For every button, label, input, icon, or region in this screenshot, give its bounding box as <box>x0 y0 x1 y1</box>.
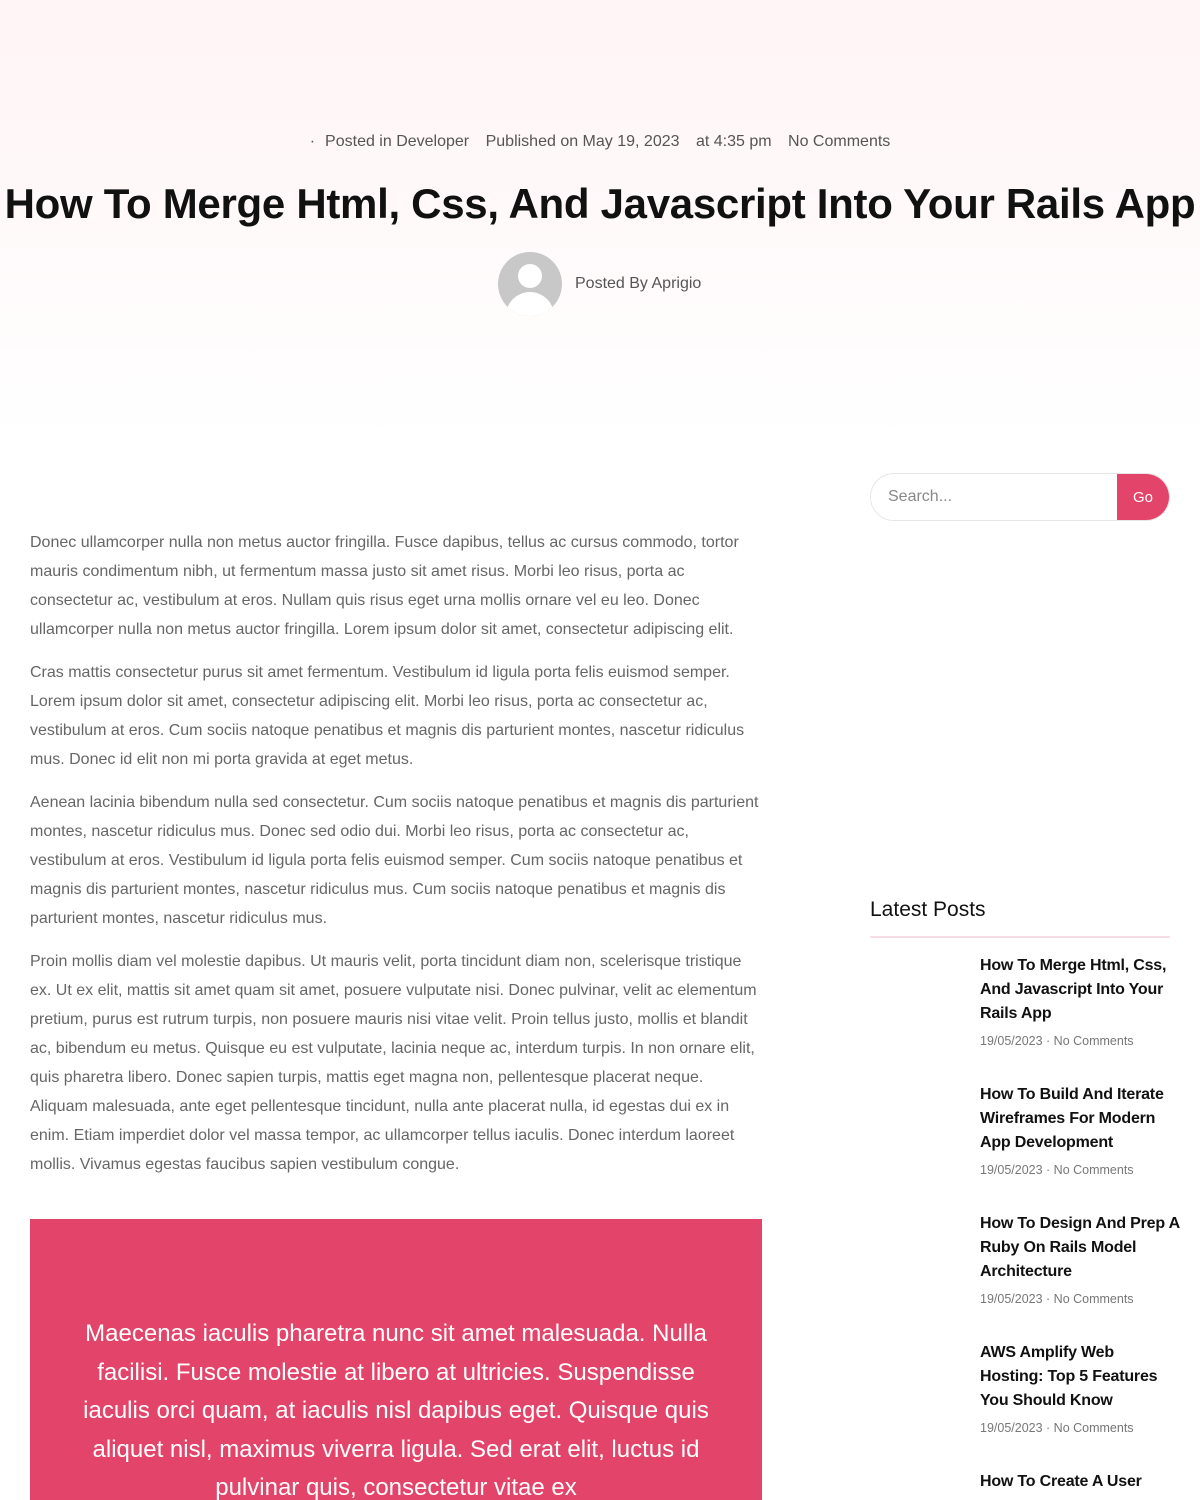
blockquote-text: Maecenas iaculis pharetra nunc sit amet malesuada. Nulla facilisi. Fusce molestie at libero at ultricies. Suspendisse iaculis orci quam, at iaculis nisl dapibus eget. Quisque quis aliquet nisl, maximus viverra ligula. Sed erat elit, luctus id pulvinar quis, consectetur vitae ex <box>83 1320 709 1500</box>
post-comments[interactable]: No Comments <box>1053 1421 1134 1435</box>
published-time: at 4:35 pm <box>695 133 772 150</box>
latest-post-title[interactable]: How To Create A User <box>980 1473 1142 1490</box>
latest-post-item[interactable] <box>980 1470 1180 1494</box>
article-paragraph: Donec ullamcorper nulla non metus auctor fringilla. Fusce dapibus, tellus ac cursus commodo, tortor mauris condimentum nibh, ut fermentum massa justo sit amet risus. Morbi leo risus, porta ac consectetur ac, vestibulum at eros. Nullam quis risus eget urna mollis ornare vel eu leo. Donec ullamcorper nulla non metus auctor fringilla. Lorem ipsum dolor sit amet, consectetur adipiscing elit. <box>30 534 739 638</box>
post-comments[interactable]: No Comments <box>1053 1292 1134 1306</box>
latest-post-meta: 19/05/2023 · No Comments <box>980 1034 1134 1048</box>
article-paragraph: Cras mattis consectetur purus sit amet fermentum. Vestibulum id ligula porta felis euismod semper. Lorem ipsum dolor sit amet, consectetur adipiscing elit. Morbi leo risus, porta ac consectetur ac, vestibulum at eros. Cum sociis natoque penatibus et magnis dis parturient montes, nascetur ridiculus mus. Donec id elit non mi porta gravida at eget metus. <box>30 664 745 768</box>
search-input[interactable] <box>871 474 1117 520</box>
latest-post-title[interactable]: How To Design And Prep A Ruby On Rails Model Architecture <box>980 1215 1180 1280</box>
search-button[interactable]: Go <box>1117 474 1169 520</box>
latest-posts-heading: Latest Posts <box>870 898 986 921</box>
latest-post-item[interactable] <box>980 954 1180 1048</box>
latest-post-meta: 19/05/2023 · No Comments <box>980 1421 1134 1435</box>
post-date: 19/05/2023 <box>980 1421 1043 1435</box>
post-meta <box>0 133 1200 151</box>
article-paragraph: Proin mollis diam vel molestie dapibus. Ut mauris velit, porta tincidunt diam non, scelerisque tristique ex. Ut ex elit, mattis sit amet quam sit amet, posuere vulputate nisi. Donec pulvinar, velit ac elementum pretium, purus est rutrum turpis, non posuere mauris nisi vitae velit. Proin tellus justo, mollis et blandit ac, bibendum eu metus. Quisque eu est vulputate, lacinia neque ac, interdum turpis. In non ornare elit, quis pharetra libero. Donec sapien turpis, mattis eget magna non, pellentesque placerat neque. Aliquam malesuada, ante eget pellentesque tincidunt, nulla ante placerat nulla, id egestas dui ex in enim. Etiam imperdiet dolor vel massa tempor, ac ullamcorper tellus iaculis. Donec interdum laoreet mollis. Vivamus egestas faucibus sapien vestibulum congue. <box>30 953 757 1173</box>
published-date: Published on May 19, 2023 <box>485 133 680 150</box>
hero-banner <box>0 0 1200 440</box>
article-paragraph: Aenean lacinia bibendum nulla sed consectetur. Cum sociis natoque penatibus et magnis dis parturient montes, nascetur ridiculus mus. Donec sed odio dui. Morbi leo risus, porta ac consectetur ac, vestibulum at eros. Vestibulum id ligula porta felis euismod semper. Cum sociis natoque penatibus et magnis dis parturient montes, nascetur ridiculus mus. Cum sociis natoque penatibus et magnis dis parturient montes, nascetur ridiculus mus. <box>30 794 759 927</box>
post-date: 19/05/2023 <box>980 1034 1043 1048</box>
author-info <box>498 252 701 316</box>
post-comments[interactable]: No Comments <box>1053 1034 1134 1048</box>
latest-post-title[interactable]: How To Build And Iterate Wireframes For Modern App Development <box>980 1086 1164 1151</box>
latest-post-title[interactable]: AWS Amplify Web Hosting: Top 5 Features You Should Know <box>980 1344 1158 1409</box>
latest-post-item[interactable] <box>980 1212 1180 1306</box>
author-name[interactable]: Posted By Aprigio <box>575 275 702 292</box>
posted-in-link[interactable]: Posted in Developer <box>325 133 470 150</box>
latest-post-meta: 19/05/2023 · No Comments <box>980 1292 1134 1306</box>
comments-link[interactable]: No Comments <box>788 133 891 150</box>
article-body <box>30 528 762 1193</box>
latest-post-meta: 19/05/2023 · No Comments <box>980 1163 1134 1177</box>
meta-bullet: · <box>309 133 316 150</box>
latest-post-item[interactable] <box>980 1341 1180 1435</box>
avatar <box>498 252 562 316</box>
latest-post-title[interactable]: How To Merge Html, Css, And Javascript Into Your Rails App <box>980 957 1167 1022</box>
page-title: How To Merge Html, Css, And Javascript Into Your Rails App <box>4 180 1196 227</box>
search-form <box>870 473 1170 521</box>
post-date: 19/05/2023 <box>980 1292 1043 1306</box>
blockquote <box>30 1219 762 1500</box>
divider <box>870 936 1170 938</box>
post-date: 19/05/2023 <box>980 1163 1043 1177</box>
post-comments[interactable]: No Comments <box>1053 1163 1134 1177</box>
latest-post-item[interactable] <box>980 1083 1180 1177</box>
